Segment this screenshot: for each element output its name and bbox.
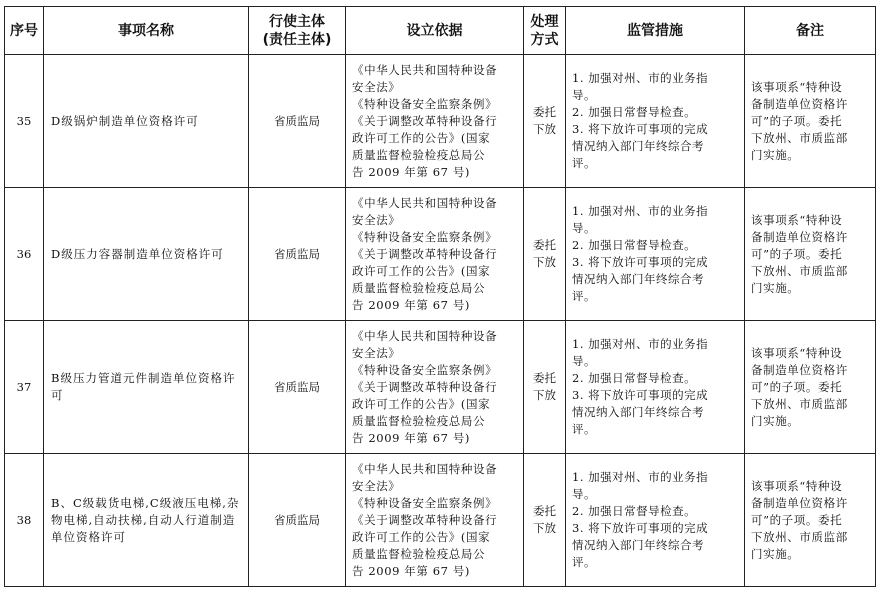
supervision-measure-line: 导。 [572,221,596,235]
header-no: 序号 [5,7,44,55]
remark [745,188,876,321]
legal-basis [346,321,524,454]
legal-basis-line: 政许可工作的公告》(国家 [352,529,491,544]
supervision-measure-line: 2. 加强日常督导检查。 [572,504,697,518]
remark-line: 下放州、市质监部 [751,130,848,145]
header-measures: 监管措施 [566,7,745,55]
responsible-subject: 省质监局 [249,454,346,587]
handling-method: 委托下放 [524,188,566,321]
table-row [5,188,876,321]
remark-line: 可”的子项。委托 [751,246,843,261]
supervision-measure-line: 1. 加强对州、市的业务指 [572,337,709,351]
remark-line: 下放州、市质监部 [751,396,848,411]
row-number: 37 [5,321,44,454]
legal-basis-line: 质量监督检验检疫总局公 [352,546,486,561]
remark [745,454,876,587]
supervision-measure-line: 情况纳入部门年终综合考 [572,139,704,153]
supervision-measure-line: 3. 将下放许可事项的完成 [572,388,709,402]
header-name: 事项名称 [44,7,249,55]
supervision-measure-line: 2. 加强日常督导检查。 [572,238,697,252]
supervision-measures [566,188,745,321]
supervision-measure-line: 情况纳入部门年终综合考 [572,272,704,286]
legal-basis-line: 《中华人民共和国特种设备 [352,62,498,77]
legal-basis-line: 《关于调整改革特种设备行 [352,512,498,527]
legal-basis-line: 政许可工作的公告》(国家 [352,130,491,145]
legal-basis-line: 《中华人民共和国特种设备 [352,328,498,343]
supervision-measure-line: 导。 [572,354,596,368]
remark-line: 可”的子项。委托 [751,379,843,394]
legal-basis-line: 《中华人民共和国特种设备 [352,195,498,210]
row-number: 38 [5,454,44,587]
legal-basis-line: 告 2009 年第 67 号) [352,297,471,312]
remark-line: 备制造单位资格许 [751,229,848,244]
legal-basis-line: 《特种设备安全监察条例》 [352,96,498,111]
remark-line: 该事项系“特种设 [751,345,843,360]
remark-line: 备制造单位资格许 [751,96,848,111]
legal-basis-line: 《特种设备安全监察条例》 [352,495,498,510]
legal-basis-line: 政许可工作的公告》(国家 [352,263,491,278]
supervision-measures [566,454,745,587]
supervision-measures [566,321,745,454]
supervision-measures [566,55,745,188]
item-name: B、C级载货电梯,C级液压电梯,杂物电梯,自动扶梯,自动人行道制造单位资格许可 [44,454,249,587]
remark-line: 门实施。 [751,546,800,561]
legal-basis-line: 《关于调整改革特种设备行 [352,113,498,128]
legal-basis-line: 《中华人民共和国特种设备 [352,461,498,476]
header-subject-line2: (责任主体) [262,31,332,48]
legal-basis [346,55,524,188]
legal-basis-line: 安全法》 [352,212,401,227]
item-name: D级锅炉制造单位资格许可 [44,55,249,188]
legal-basis-line: 质量监督检验检疫总局公 [352,147,486,162]
supervision-measure-line: 评。 [572,156,596,170]
legal-basis-line: 告 2009 年第 67 号) [352,563,471,578]
supervision-measure-line: 评。 [572,555,596,569]
supervision-measure-line: 评。 [572,289,596,303]
items-table [4,6,876,587]
header-subject [249,7,346,55]
supervision-measure-line: 2. 加强日常督导检查。 [572,371,697,385]
row-number: 36 [5,188,44,321]
header-method-line1: 处理 [530,13,559,30]
table-row [5,454,876,587]
responsible-subject: 省质监局 [249,321,346,454]
supervision-measure-line: 导。 [572,88,596,102]
remark-line: 门实施。 [751,280,800,295]
handling-method: 委托下放 [524,55,566,188]
legal-basis [346,454,524,587]
supervision-measure-line: 1. 加强对州、市的业务指 [572,204,709,218]
supervision-measure-line: 2. 加强日常督导检查。 [572,105,697,119]
supervision-measure-line: 3. 将下放许可事项的完成 [572,122,709,136]
legal-basis-line: 政许可工作的公告》(国家 [352,396,491,411]
legal-basis-line: 质量监督检验检疫总局公 [352,413,486,428]
remark-line: 门实施。 [751,147,800,162]
supervision-measure-line: 情况纳入部门年终综合考 [572,405,704,419]
supervision-measure-line: 3. 将下放许可事项的完成 [572,255,709,269]
legal-basis [346,188,524,321]
supervision-measure-line: 3. 将下放许可事项的完成 [572,521,709,535]
supervision-measure-line: 1. 加强对州、市的业务指 [572,470,709,484]
legal-basis-line: 质量监督检验检疫总局公 [352,280,486,295]
table-row [5,55,876,188]
remark [745,55,876,188]
remark-line: 该事项系“特种设 [751,79,843,94]
remark-line: 下放州、市质监部 [751,263,848,278]
item-name: D级压力容器制造单位资格许可 [44,188,249,321]
item-name: B级压力管道元件制造单位资格许可 [44,321,249,454]
row-number: 35 [5,55,44,188]
header-remark: 备注 [745,7,876,55]
header-basis: 设立依据 [346,7,524,55]
legal-basis-line: 《关于调整改革特种设备行 [352,246,498,261]
remark-line: 备制造单位资格许 [751,362,848,377]
supervision-measure-line: 1. 加强对州、市的业务指 [572,71,709,85]
handling-method: 委托下放 [524,454,566,587]
remark-line: 备制造单位资格许 [751,495,848,510]
header-method-line2: 方式 [530,31,559,48]
remark-line: 可”的子项。委托 [751,113,843,128]
legal-basis-line: 安全法》 [352,79,401,94]
supervision-measure-line: 导。 [572,487,596,501]
responsible-subject: 省质监局 [249,188,346,321]
handling-method: 委托下放 [524,321,566,454]
header-subject-line1: 行使主体 [269,13,325,30]
responsible-subject: 省质监局 [249,55,346,188]
legal-basis-line: 告 2009 年第 67 号) [352,430,471,445]
legal-basis-line: 《特种设备安全监察条例》 [352,229,498,244]
table-body [5,55,876,587]
supervision-measure-line: 情况纳入部门年终综合考 [572,538,704,552]
legal-basis-line: 告 2009 年第 67 号) [352,164,471,179]
remark-line: 该事项系“特种设 [751,478,843,493]
remark-line: 下放州、市质监部 [751,529,848,544]
table-header-row [5,7,876,55]
supervision-measure-line: 评。 [572,422,596,436]
header-method [524,7,566,55]
legal-basis-line: 《关于调整改革特种设备行 [352,379,498,394]
legal-basis-line: 安全法》 [352,478,401,493]
remark-line: 该事项系“特种设 [751,212,843,227]
legal-basis-line: 安全法》 [352,345,401,360]
remark-line: 可”的子项。委托 [751,512,843,527]
legal-basis-line: 《特种设备安全监察条例》 [352,362,498,377]
table-row [5,321,876,454]
remark-line: 门实施。 [751,413,800,428]
remark [745,321,876,454]
